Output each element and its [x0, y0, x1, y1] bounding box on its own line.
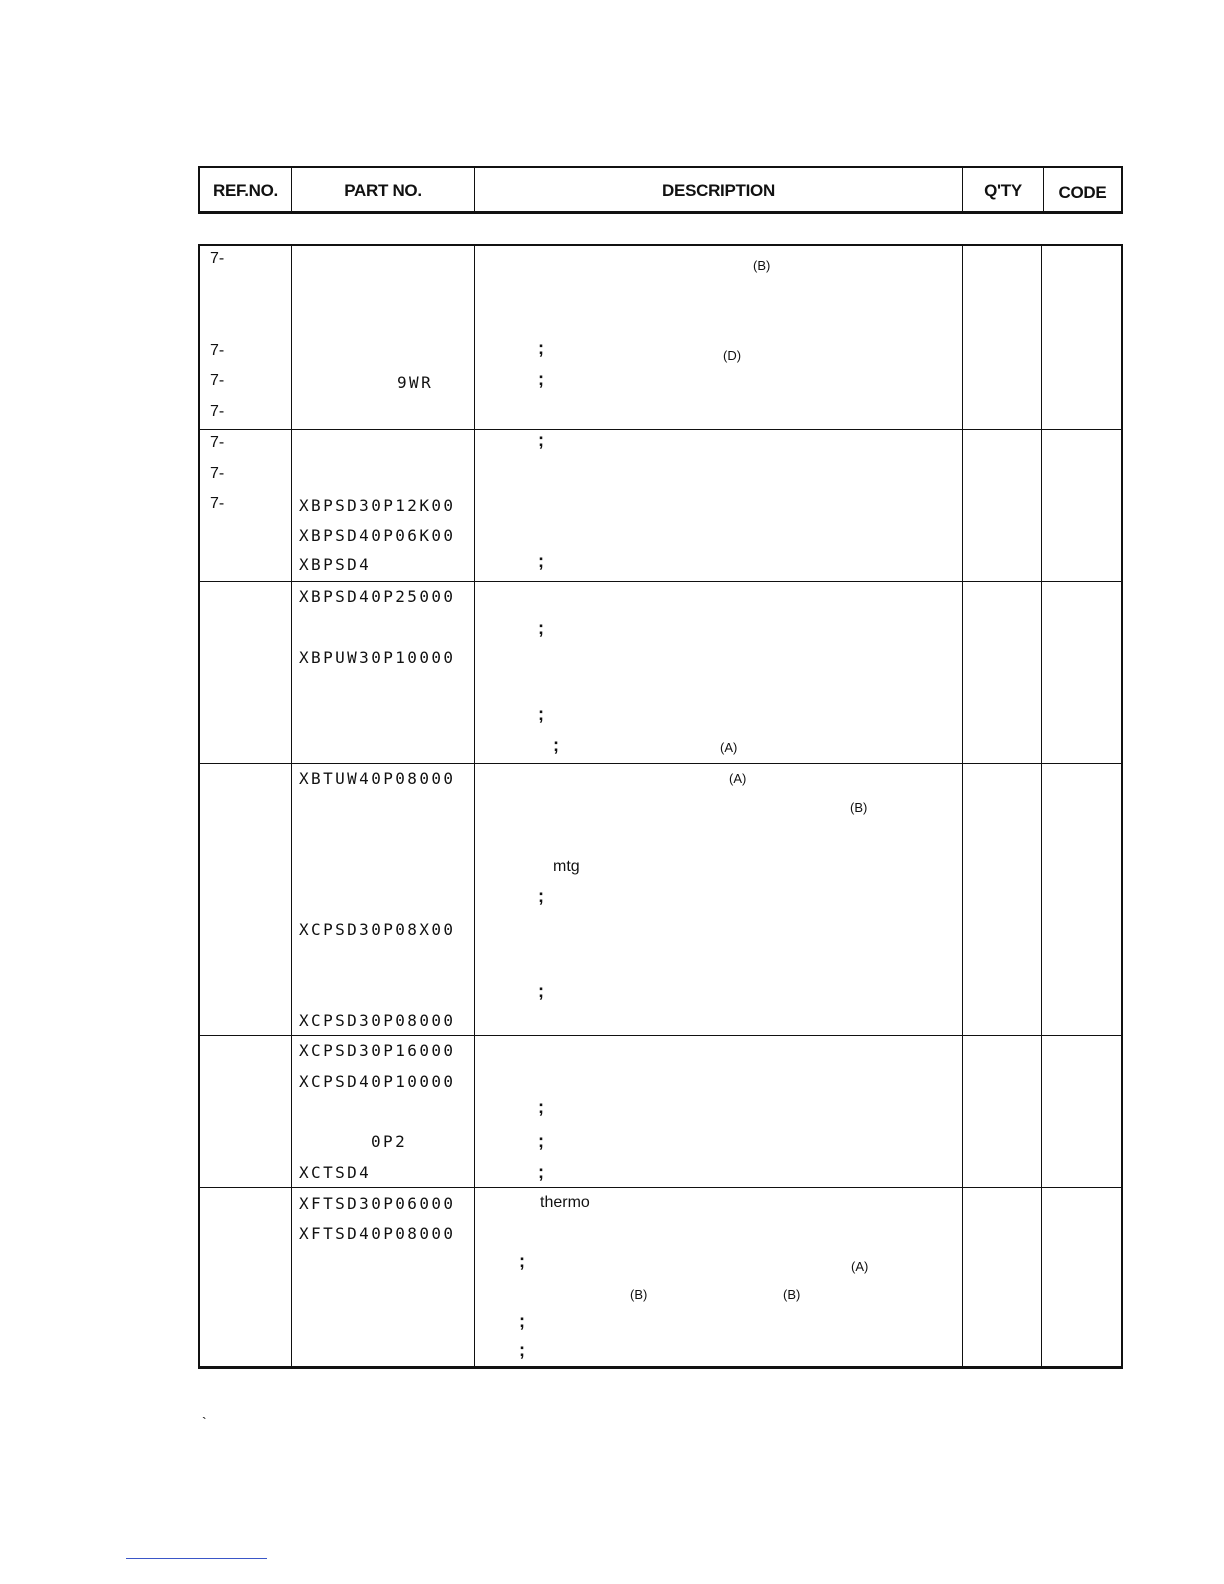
- separator-semicolon: ;: [538, 338, 544, 358]
- column-divider: [291, 246, 292, 1366]
- description-text: mtg: [553, 858, 580, 875]
- part-number: XBPSD40P06K00: [299, 526, 456, 545]
- separator-semicolon: ;: [538, 551, 544, 571]
- part-number: XCPSD30P08X00: [299, 920, 456, 939]
- column-divider: [1041, 246, 1042, 1366]
- ref-number: 7-: [210, 372, 225, 389]
- header-code: CODE: [1058, 183, 1107, 202]
- part-number: XBTUW40P08000: [299, 769, 456, 788]
- group-divider: [200, 763, 1121, 764]
- revision-mark: (D): [723, 348, 742, 363]
- header-part-no: PART NO.: [344, 181, 422, 200]
- ref-number: 7-: [210, 495, 225, 512]
- part-number: 0P2: [371, 1132, 408, 1151]
- revision-mark: (B): [630, 1287, 648, 1302]
- part-number: XBPUW30P10000: [299, 648, 456, 667]
- separator-semicolon: ;: [519, 1251, 525, 1271]
- ref-number: 7-: [210, 434, 225, 451]
- revision-mark: (A): [720, 740, 738, 755]
- header-qty: Q'TY: [984, 181, 1022, 200]
- ref-number: 7-: [210, 403, 225, 420]
- column-divider: [962, 246, 963, 1366]
- separator-semicolon: ;: [538, 981, 544, 1001]
- part-number: XBPSD30P12K00: [299, 496, 456, 515]
- part-number: XFTSD40P08000: [299, 1224, 456, 1243]
- header-description: DESCRIPTION: [662, 181, 775, 200]
- part-number: 9WR: [397, 373, 434, 392]
- revision-mark: (B): [753, 258, 771, 273]
- part-number: XFTSD30P06000: [299, 1194, 456, 1213]
- ref-number: 7-: [210, 465, 225, 482]
- separator-semicolon: ;: [519, 1340, 525, 1360]
- part-number: XBPSD40P25000: [299, 587, 456, 606]
- part-number: XCPSD30P08000: [299, 1011, 456, 1030]
- group-divider: [200, 1187, 1121, 1188]
- separator-semicolon: ;: [538, 1097, 544, 1117]
- footer-link-underline: [126, 1558, 267, 1559]
- ref-number: 7-: [210, 250, 225, 267]
- column-divider: [474, 246, 475, 1366]
- revision-mark: (B): [783, 1287, 801, 1302]
- part-number: XCPSD40P10000: [299, 1072, 456, 1091]
- revision-mark: (B): [850, 800, 868, 815]
- group-divider: [200, 1035, 1121, 1036]
- group-divider: [200, 429, 1121, 430]
- separator-semicolon: ;: [538, 1131, 544, 1151]
- description-text: thermo: [540, 1194, 590, 1211]
- separator-semicolon: ;: [519, 1311, 525, 1331]
- separator-semicolon: ;: [538, 704, 544, 724]
- separator-semicolon: ;: [538, 1162, 544, 1182]
- part-number: XBPSD4: [299, 555, 372, 574]
- separator-semicolon: ;: [553, 735, 559, 755]
- separator-semicolon: ;: [538, 618, 544, 638]
- separator-semicolon: ;: [538, 430, 544, 450]
- revision-mark: (A): [851, 1259, 869, 1274]
- header-ref-no: REF.NO.: [213, 181, 278, 200]
- separator-semicolon: ;: [538, 369, 544, 389]
- part-number: XCTSD4: [299, 1163, 372, 1182]
- footnote-mark: `: [202, 1414, 207, 1430]
- revision-mark: (A): [729, 771, 747, 786]
- separator-semicolon: ;: [538, 886, 544, 906]
- table-header: [198, 166, 1123, 214]
- part-number: XCPSD30P16000: [299, 1041, 456, 1060]
- ref-number: 7-: [210, 342, 225, 359]
- group-divider: [200, 581, 1121, 582]
